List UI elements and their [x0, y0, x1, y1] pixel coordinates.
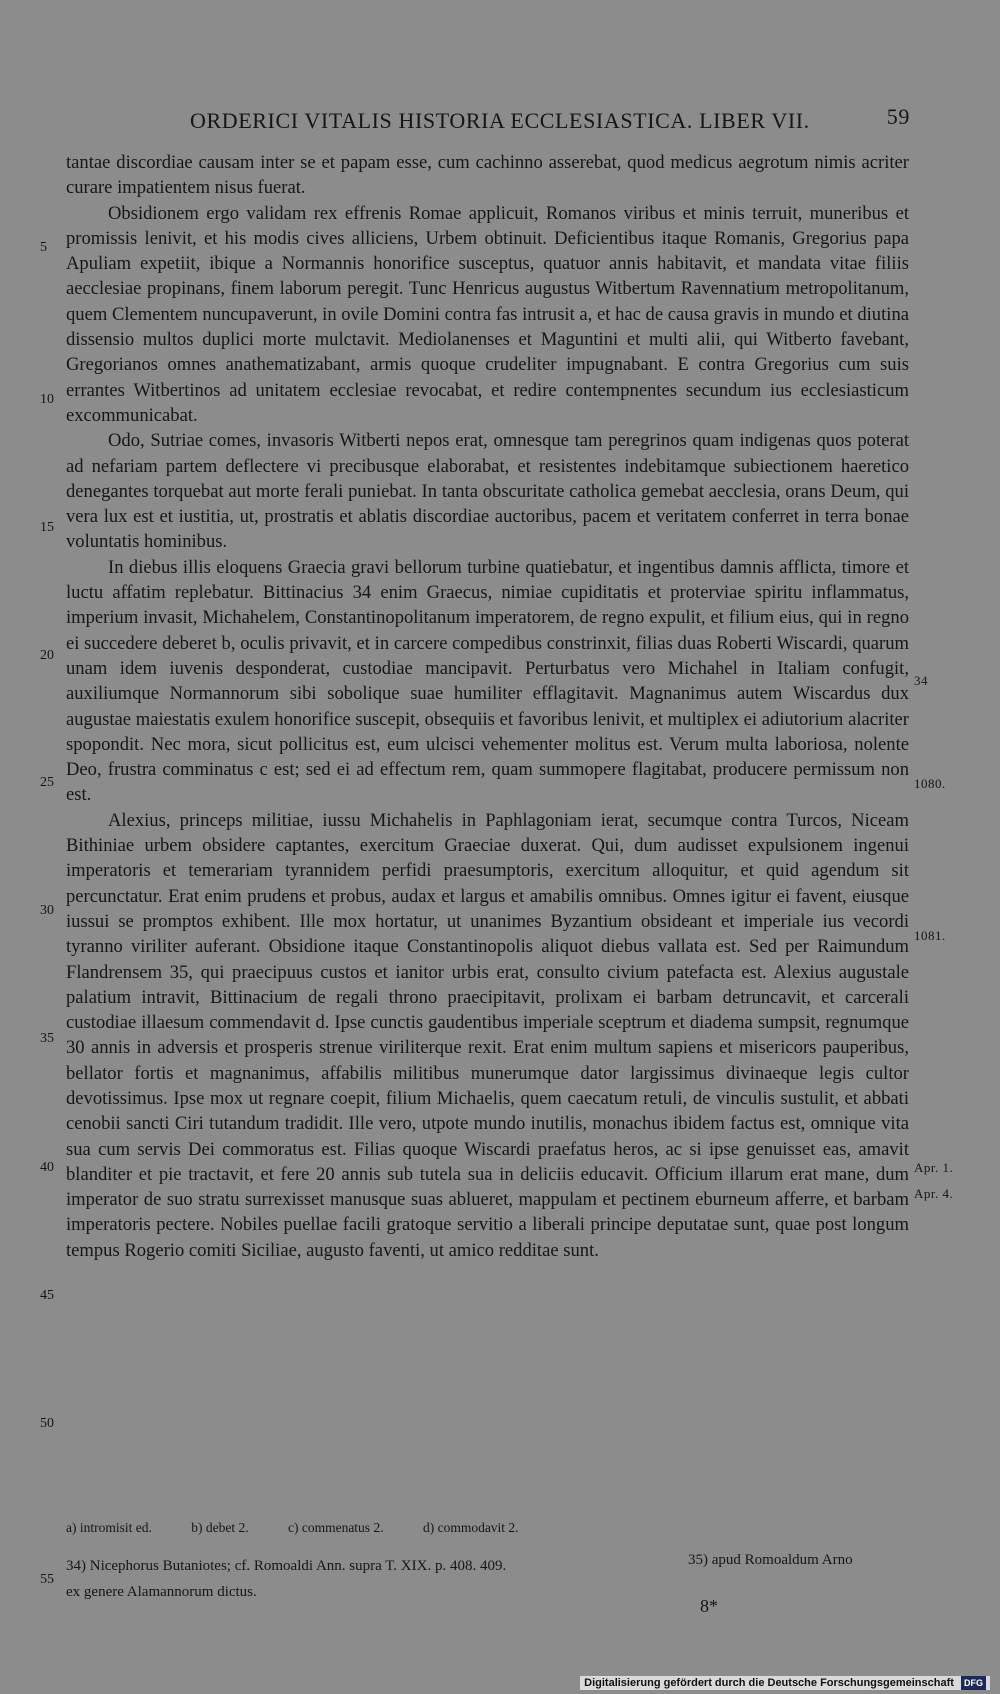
signature-mark: 8* [700, 1596, 718, 1616]
apparatus-note: d) commodavit 2. [422, 1520, 519, 1535]
critical-apparatus [66, 1520, 786, 1536]
line-number: 25 [40, 775, 54, 790]
line-number: 20 [40, 648, 54, 663]
footnote-35-continuation: ex genere Alamannorum dictus. [66, 1584, 257, 1600]
paragraph: tantae discordiae causam inter se et papam esse, cum cachinno asserebat, quod medicus aegrotum nimis acriter curare impatientem nisus fuerat. [66, 152, 909, 199]
line-number: 5 [40, 240, 47, 255]
page-number: 59 [886, 104, 910, 129]
line-number: 35 [40, 1031, 54, 1046]
footnote-34: 34) Nicephorus Butaniotes; cf. Romoaldi Ann. supra T. XIX. p. 408. 409. [66, 1558, 507, 1574]
margin-note: Apr. 4. [914, 1186, 954, 1201]
margin-note: 1080. [914, 776, 946, 791]
running-title: ORDERICI VITALIS HISTORIA ECCLESIASTICA. LIBER VII. [190, 108, 810, 133]
paragraph: Odo, Sutriae comes, invasoris Witberti nepos erat, omnesque tam peregrinos quam indigenas quos poterat ad nefariam partem deflectere vi precibusque elaborabat, et resistentes indebitamque subiectionem haeretico denegantes torquebat aut morte ferali puniebat. In tanta obscuritate catholica gemebat aecclesia, orans Deum, qui vera lux est et iustitia, ut, prostratis et ablatis discordiae auctoribus, pacem et veritatem conferret in terra bonae voluntatis hominibus. [66, 430, 909, 553]
apparatus-note: c) commenatus 2. [287, 1520, 384, 1535]
paragraph: Obsidionem ergo validam rex effrenis Romae applicuit, Romanos viribus et minis terruit, muneribus et promissis lenivit, et his modis cives alliciens, Urbem obtinuit. Deficientibus itaque Romanis, Gregorius papa Apuliam expetiit, ibique a Normannis honorifice susceptus, quatuor annis habitavit, et mandata vitae filiis aecclesiae propinans, finem laborum peregit. Tunc Henricus augustus Witbertum Ravennatium metropolitanum, quem Clementem nuncupaverunt, in ovile Domini contra fas intrusit a, et hac de causa gravis in mundo et diutina dissensio multos duplici morte mulctavit. Mediolanenses et Maguntini et multi alii, qui Witberto favebant, Gregorianos omnes anathematizabant, armis quoque crudeliter impugnabant. E contra Gregorius cum suis errantes Witbertinos ad unitatem ecclesiae revocabat, et redire contempnentes secundum ius ecclesiasticum excommunicabat. [66, 202, 909, 426]
paragraph: In diebus illis eloquens Graecia gravi bellorum turbine quatiebatur, et ingentibus damnis afflicta, timore et luctu affatim replebatur. Bittinacius 34 enim Graecus, nimiae cupiditatis et proterviae spiritu inflammatus, imperium invasit, Michahelem, Constantinopolitanum imperatorem, de regno expulit, et filium eius, qui in regno ei succedere deberet b, oculis privavit, et in carcere compedibus constrinxit, filias duas Roberti Wiscardi, quarum unam idem iuvenis desponderat, custodiae mancipavit. Perturbatus vero Michahel in Italiam confugit, auxiliumque Normannorum sibi sobolique suae humiliter efflagitavit. Magnanimus autem Wiscardus dux augustae maiestatis exulem honorifice suscepit, obsequiis et favoribus lenivit, et multiplex ei adiutorium alacriter spopondit. Nec mora, sicut pollicitus est, eum ulcisci vehementer molitus est. Verum multa laboriosa, nolente Deo, frustra comminatus c est; sed ei ad effectum rem, quam summopere flagitabat, producere permissum non est. [66, 556, 909, 806]
main-text [66, 150, 909, 1263]
footer-text: Digitalisierung gefördert durch die Deutsche Forschungsgemeinschaft [584, 1677, 954, 1689]
line-number: 50 [40, 1416, 54, 1431]
line-number: 30 [40, 903, 54, 918]
margin-note: Apr. 1. [914, 1160, 954, 1175]
apparatus-note: b) debet 2. [191, 1520, 249, 1535]
footnote-35: 35) apud Romoaldum Arno [688, 1552, 853, 1568]
dfg-logo-icon: DFG [961, 1676, 986, 1690]
apparatus-note: a) intromisit ed. [66, 1520, 152, 1535]
line-number: 40 [40, 1160, 54, 1175]
margin-note: 34 [914, 673, 928, 688]
running-header [190, 104, 910, 138]
line-number: 15 [40, 520, 54, 535]
margin-note: 1081. [914, 928, 946, 943]
line-number: 55 [40, 1572, 54, 1587]
line-number: 45 [40, 1288, 54, 1303]
line-number: 10 [40, 392, 54, 407]
digitization-footer [580, 1676, 990, 1690]
paragraph: Alexius, princeps militiae, iussu Michahelis in Paphlagoniam ierat, secumque contra Turcos, Niceam Bithiniae urbem obsidere captantes, exercitum Graeciae duxerat. Qui, dum audisset expulsionem ingenui imperatoris et temerariam tyrannidem perfidi praesumptoris, exercitum alloquitur, et quid agendum sit percunctatur. Erat enim prudens et probus, audax et largus et amabilis omnibus. Omnes igitur ei favent, eiusque iussui se promptos exhibent. Ille mox hortatur, ut unanimes Byzantium obsideant et imperiale ius vecordi tyranno viriliter auferant. Obsidione itaque Constantinopolis aliquot diebus vallata est. Sed per Raimundum Flandrensem 35, qui praecipuus custos et ianitor urbis erat, consulto civium patefacta est. Alexius augustale palatium intravit, Bittinacium de regali throno praecipitavit, prolixam ei barbam detruncavit, et carcerali custodiae illaesum commendavit d. Ipse cunctis gaudentibus imperiale sceptrum et diadema sumpsit, regnumque 30 annis in adversis et prosperis strenue viriliterque rexit. Erat enim multum sapiens et misericors pauperibus, bellator fortis et magnanimus, affabilis militibus munerumque dator largissimus divinaeque legis cultor devotissimus. Ipse mox ut regnare coepit, filium Michaelis, quem caecatum retuli, de vinculis sustulit, et abbati cenobii sancti Ciri tutandum tradidit. Ille vero, utpote mundo inutilis, monachus ibidem factus est, omnique vita sua cum servis Dei commoratus est. Filias quoque Wiscardi praefatus heros, ac si ipse genuisset eas, amavit blanditer et pie tractavit, et fere 20 annis sub tutela sua in deliciis educavit. Officium illarum erat mane, dum imperator de suo stratu surrexisset manusque suas ablueret, mappulam et pectinem eburneum afferre, et barbam imperatoris pectere. Nobiles puellae facili gratoque servitio a liberali principe deputatae sunt, quae post longum tempus Rogerio comiti Siciliae, augusto faventi, ut amico redditae sunt. [66, 809, 909, 1261]
